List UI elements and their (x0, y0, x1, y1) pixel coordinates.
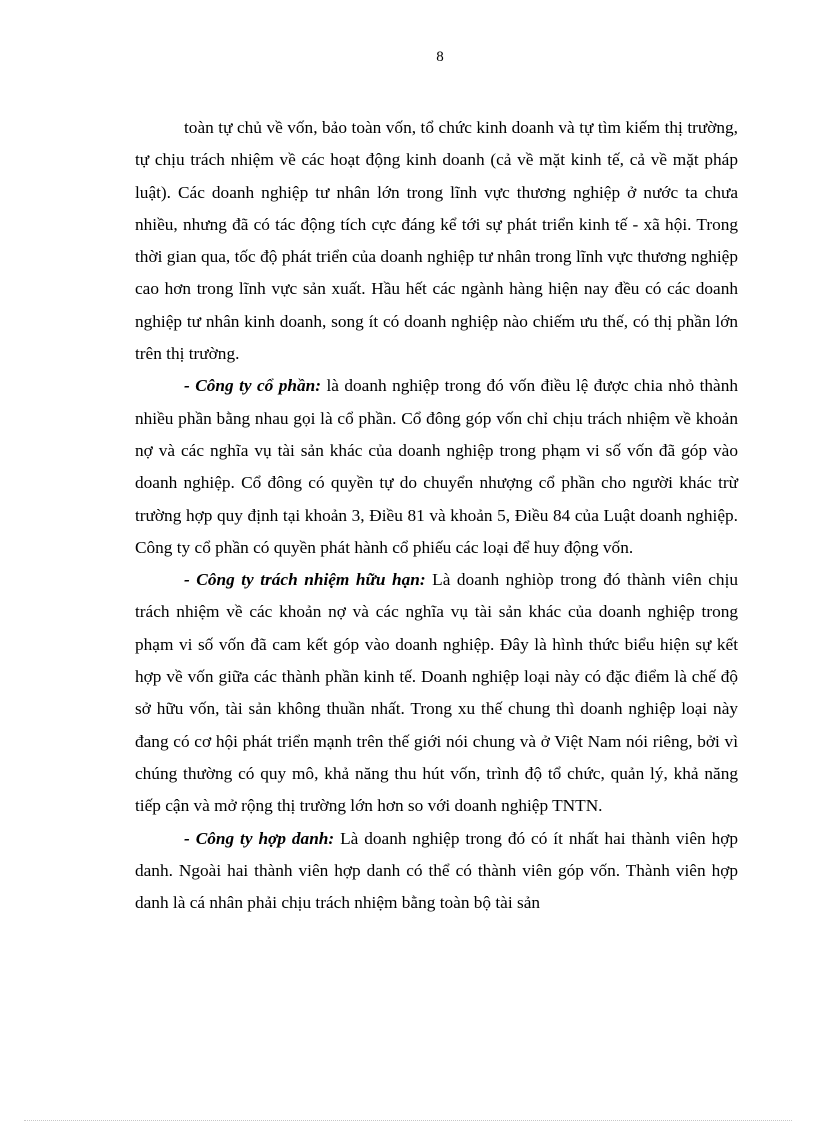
document-body (135, 112, 738, 919)
paragraph-continuation (135, 112, 738, 370)
paragraph-text: toàn tự chủ về vốn, bảo toàn vốn, tổ chức kinh doanh và tự tìm kiếm thị trường, tự chịu trách nhiệm về các hoạt động kinh doanh (cả về mặt kinh tế, cả về mặt pháp luật). Các doanh nghiệp tư nhân lớn trong lĩnh vực thương nghiệp ở nước ta chưa nhiều, nhưng đã có tác động tích cực đáng kể tới sự phát triển kinh tế - xã hội. Trong thời gian qua, tốc độ phát triển của doanh nghiệp tư nhân trong lĩnh vực thương nghiệp cao hơn trong lĩnh vực sản xuất. Hầu hết các ngành hàng hiện nay đều có các doanh nghiệp tư nhân kinh doanh, song ít có doanh nghiệp nào chiếm ưu thế, có thị phần lớn trên thị trường. (135, 118, 738, 364)
term-heading: - Công ty cổ phần: (184, 376, 322, 396)
page-bottom-divider (24, 1120, 792, 1121)
paragraph-text: Là doanh nghiòp trong đó thành viên chịu trách nhiệm về các khoản nợ và các nghĩa vụ tài sản khác của doanh nghiệp trong phạm vi số vốn đã cam kết góp vào doanh nghiệp. Đây là hình thức biểu hiện sự kết hợp về vốn giữa các thành phần kinh tế. Doanh nghiệp loại này có đặc điểm là chế độ sở hữu vốn, tài sản không thuần nhất. Trong xu thế chung thì doanh nghiệp loại này đang có cơ hội phát triển mạnh trên thế giới nói chung và ở Việt Nam nói riêng, bởi vì chúng thường có quy mô, khả năng thu hút vốn, trình độ tổ chức, quản lý, khả năng tiếp cận và mở rộng thị trường lớn hơn so với doanh nghiệp TNTN. (135, 570, 739, 816)
term-heading: - Công ty trách nhiệm hữu hạn: (184, 570, 426, 590)
paragraph-joint-stock-company (135, 370, 738, 564)
term-heading: - Công ty hợp danh: (184, 828, 335, 848)
paragraph-partnership (135, 823, 738, 920)
paragraph-limited-liability-company (135, 564, 738, 822)
paragraph-text: Là doanh nghiệp trong đó có ít nhất hai thành viên hợp danh. Ngoài hai thành viên hợp danh có thể có thành viên góp vốn. Thành viên hợp danh là cá nhân phải chịu trách nhiệm bằng toàn bộ tài sản (135, 828, 738, 913)
paragraph-text: là doanh nghiệp trong đó vốn điều lệ được chia nhỏ thành nhiều phần bằng nhau gọi là cổ phần. Cổ đông góp vốn chỉ chịu trách nhiệm về khoản nợ và các nghĩa vụ tài sản khác của doanh nghiệp trong phạm vi số vốn đã góp vào doanh nghiệp. Cổ đông có quyền tự do chuyển nhượng cổ phần cho người khác trừ trường hợp quy định tại khoản 3, Điều 81 và khoản 5, Điều 84 của Luật doanh nghiệp. Công ty cổ phần có quyền phát hành cổ phiếu các loại để huy động vốn. (135, 376, 739, 557)
page-number: 8 (436, 49, 444, 65)
